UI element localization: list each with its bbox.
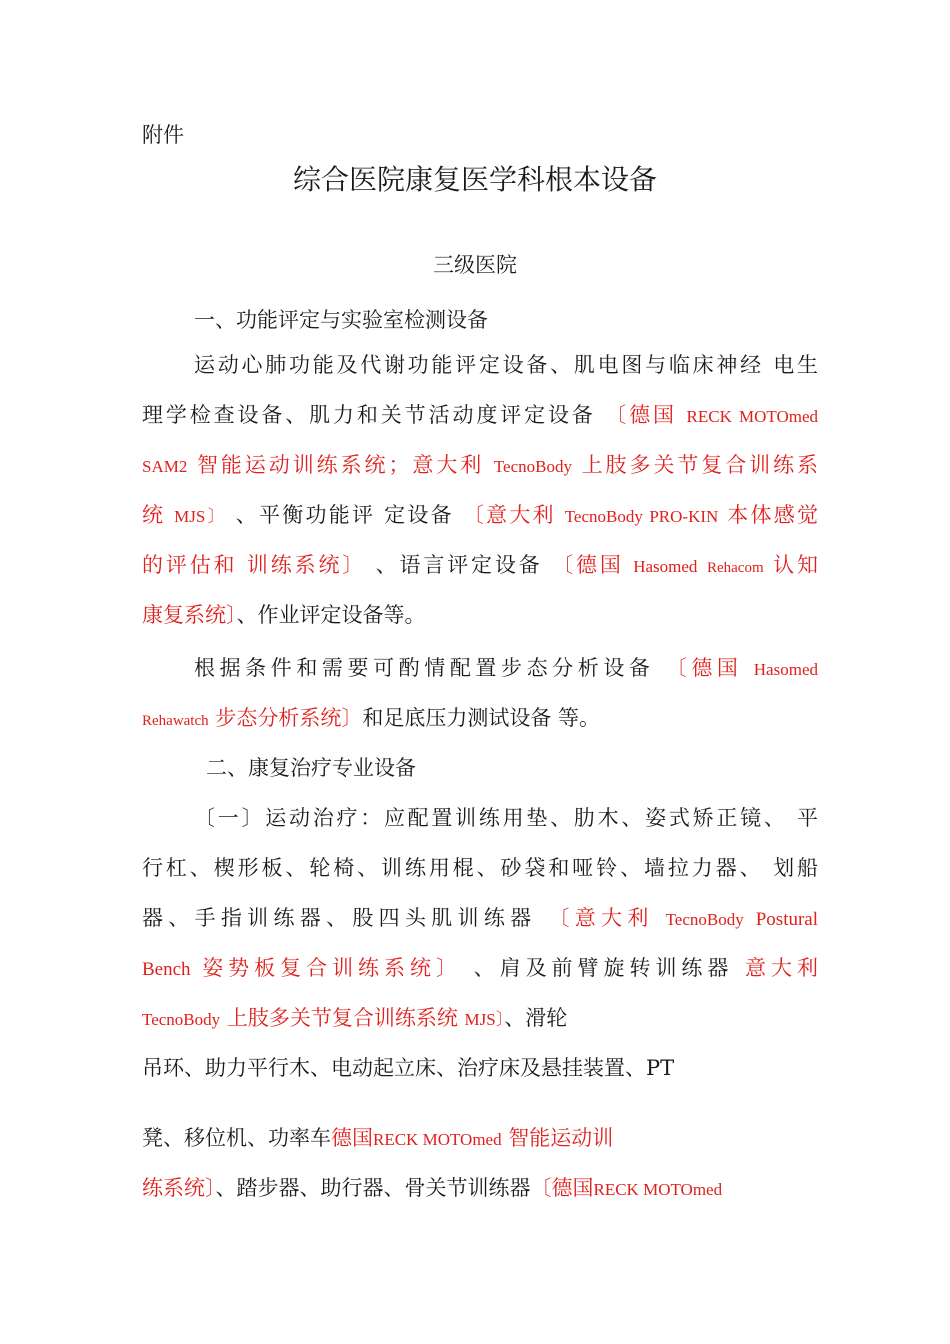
red-text: TecnoBody PRO-KIN (564, 507, 719, 526)
red-text: 统 (142, 503, 166, 527)
red-text: 智能运动训 (508, 1126, 614, 1150)
p1-line-5 (142, 550, 818, 583)
p3-line-3 (142, 903, 818, 935)
red-text: 练系统〕 (142, 1176, 216, 1200)
red-text: 〔德国 (665, 656, 743, 680)
text: 〔一〕运动治疗：应配置训练用垫、肋木、姿式矫正镜、 平 (194, 806, 818, 830)
red-text: RECK MOTOmed (373, 1130, 502, 1149)
text: 、作业评定设备等。 (236, 603, 426, 627)
red-text: 德国 (331, 1126, 373, 1150)
text: 理学检查设备、肌力和关节活动度评定设备 (142, 403, 596, 427)
red-text: TecnoBody (493, 457, 572, 476)
red-text: Bench (142, 959, 191, 980)
red-text: RECK MOTOmed (593, 1180, 723, 1199)
text: 、踏步器、助行器、骨关节训练器 (215, 1176, 531, 1200)
hospital-level-heading: 三级医院 (433, 253, 517, 277)
p3-line-1 (194, 803, 818, 833)
red-text: TecnoBody (142, 1010, 221, 1029)
red-text: Rehacom (706, 560, 764, 576)
red-text: Rehawatch (142, 713, 209, 729)
section-2-heading: 二、康复治疗专业设备 (206, 756, 416, 780)
red-text: MJS〕 (174, 507, 227, 526)
red-text: 智能运动训练系统；意大利 (196, 453, 485, 477)
red-text: 〔意大利 (548, 906, 654, 930)
p3-line-4 (142, 953, 818, 985)
text: 和足底压力测试设备 等。 (362, 706, 601, 730)
text: 、滑轮 (504, 1006, 568, 1030)
text: 行杠、楔形板、轮椅、训练用棍、砂袋和哑铃、墙拉力器、 划船 (142, 856, 818, 880)
red-text: 认知 (773, 553, 818, 577)
red-text: 步态分析系统〕 (215, 706, 363, 730)
p3-line-7 (142, 1123, 818, 1155)
red-text: 意大利 (745, 956, 818, 980)
text: 吊环、助力平行木、电动起立床、治疗床及悬挂装置、PT (142, 1056, 675, 1080)
p2-line-1 (194, 653, 818, 685)
p1-line-3 (142, 450, 818, 482)
text: 运动心肺功能及代谢功能评定设备、肌电图与临床神经 电生 (194, 353, 818, 377)
p3-line-2 (142, 853, 818, 883)
text: 凳、移位机、功率车 (142, 1126, 331, 1150)
attachment-label: 附件 (142, 123, 184, 147)
text: 器、手指训练器、股四头肌训练器 (142, 906, 537, 930)
red-text: 上肢多关节复合训练系统 (226, 1006, 458, 1030)
red-text: 的评估和 训练系统〕 (142, 553, 367, 577)
document-title: 综合医院康复医学科根本设备 (292, 163, 657, 196)
text: 、平衡功能评 定设备 (235, 503, 454, 527)
red-text: 〔德国 (530, 1176, 594, 1200)
section-1-heading: 一、功能评定与实验室检测设备 (194, 308, 488, 332)
red-text: SAM2 (142, 457, 188, 476)
p1-line-6 (142, 600, 818, 630)
red-text: 康复系统〕 (142, 603, 237, 627)
red-text: MJS〕 (464, 1010, 505, 1029)
p2-line-2 (142, 703, 818, 736)
p3-line-8 (142, 1173, 818, 1205)
red-text: Hasomed (753, 660, 818, 679)
text: 根据条件和需要可酌情配置步态分析设备 (194, 656, 655, 680)
red-text: TecnoBody (665, 910, 744, 929)
p3-line-5 (142, 1003, 818, 1035)
red-text: Hasomed (633, 557, 698, 576)
red-text: 〔意大利 (462, 503, 556, 527)
red-text: 本体感觉 (727, 503, 818, 527)
red-text: 〔德国 (605, 403, 677, 427)
text: 、肩及前臂旋转训练器 (473, 956, 734, 980)
p1-line-4 (142, 500, 818, 532)
p1-line-2 (142, 400, 818, 432)
red-text: RECK MOTOmed (686, 407, 818, 426)
red-text: 〔德国 (552, 553, 624, 577)
red-text: Postural (755, 909, 818, 930)
red-text: 上肢多关节复合训练系 (581, 453, 818, 477)
p3-line-6 (142, 1053, 818, 1083)
red-text: 姿势板复合训练系统〕 (202, 956, 462, 980)
p1-line-1 (194, 350, 818, 380)
text: 、语言评定设备 (375, 553, 543, 577)
